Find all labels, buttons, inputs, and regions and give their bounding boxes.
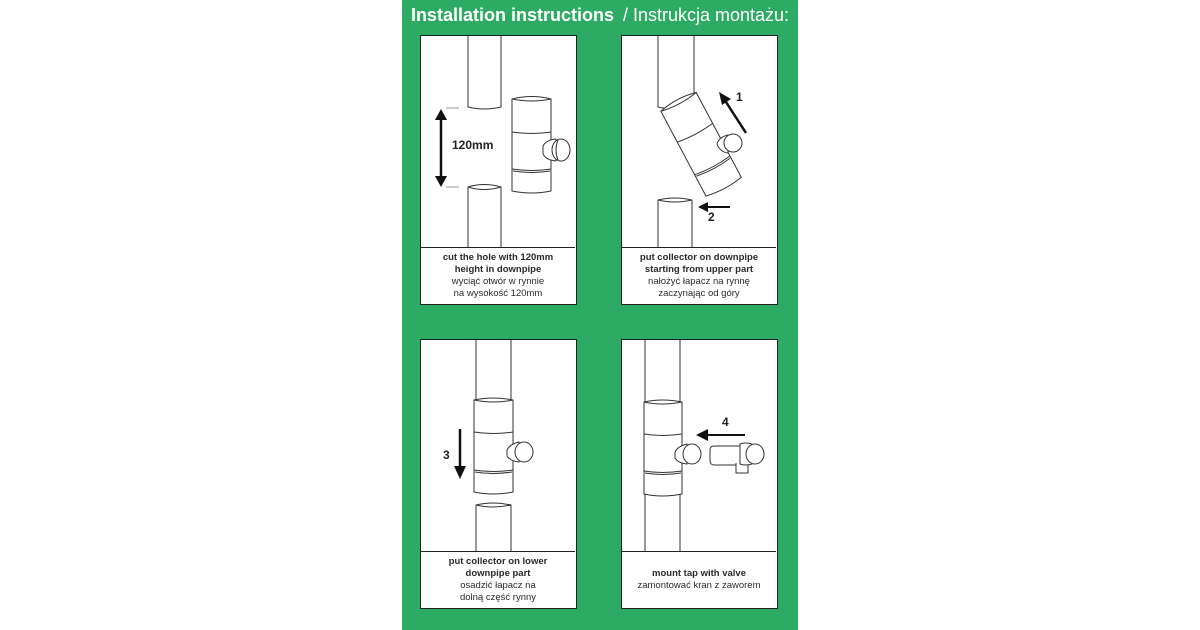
step-2-caption-pl-line-1: nałożyć łapacz na rynnę bbox=[648, 275, 750, 287]
arrow-left-icon bbox=[696, 429, 745, 441]
step-2-caption-en-line-1: put collector on downpipe bbox=[639, 251, 759, 263]
step-4-caption-pl-line-1: zamontować kran z zaworem bbox=[637, 579, 761, 591]
annotation-2: 2 bbox=[708, 210, 715, 224]
step-1-caption bbox=[421, 247, 575, 303]
arrow-down-icon bbox=[454, 429, 466, 479]
step-3-panel bbox=[420, 339, 577, 609]
step-4-caption bbox=[622, 551, 776, 607]
step-1-caption-pl-line-2: na wysokość 120mm bbox=[453, 287, 543, 299]
step-1-caption-en-line-1: cut the hole with 120mm bbox=[442, 251, 554, 263]
title-polish: / Instrukcja montażu: bbox=[622, 5, 790, 25]
lower-downpipe bbox=[476, 503, 511, 551]
step-4-panel bbox=[621, 339, 778, 609]
step-3-caption-pl-line-1: osadzić łapacz na bbox=[460, 579, 536, 591]
step-3-caption-pl-line-2: dolną część rynny bbox=[459, 591, 537, 603]
height-arrow-icon bbox=[435, 109, 447, 187]
step-3-caption-en-line-2: downpipe part bbox=[465, 567, 531, 579]
step-3-caption bbox=[421, 551, 575, 607]
lower-downpipe bbox=[468, 185, 501, 248]
step-2-panel bbox=[621, 35, 778, 305]
collector-on-pipe bbox=[474, 398, 533, 494]
lower-downpipe bbox=[658, 198, 692, 247]
step-2-illustration bbox=[622, 36, 776, 247]
tap-stub bbox=[717, 134, 742, 153]
annotation-4: 4 bbox=[722, 415, 729, 429]
step-1-caption-pl-line-1: wyciąć otwór w rynnie bbox=[451, 275, 545, 287]
annotation-1: 1 bbox=[736, 90, 743, 104]
step-1-illustration bbox=[421, 36, 575, 247]
step-2-caption-pl-line-2: zaczynając od góry bbox=[658, 287, 740, 299]
step-4-illustration bbox=[622, 340, 776, 551]
step-1-caption-en-line-2: height in downpipe bbox=[454, 263, 542, 275]
mounted-collector bbox=[644, 400, 701, 496]
instruction-sheet bbox=[402, 0, 798, 630]
rainwater-collector bbox=[512, 97, 570, 194]
height-annotation: 120mm bbox=[452, 138, 494, 152]
step-1-panel bbox=[420, 35, 577, 305]
tap-with-valve bbox=[710, 443, 764, 473]
step-2-caption-en-line-2: starting from upper part bbox=[644, 263, 754, 275]
step-3-caption-en-line-1: put collector on lower bbox=[448, 555, 548, 567]
step-4-caption-en-line-1: mount tap with valve bbox=[652, 567, 746, 579]
upper-downpipe bbox=[468, 36, 501, 109]
step-2-caption bbox=[622, 247, 776, 303]
annotation-3: 3 bbox=[443, 448, 450, 462]
title-english: Installation instructions bbox=[410, 5, 614, 25]
step-3-illustration bbox=[421, 340, 575, 551]
page-title bbox=[402, 4, 798, 26]
